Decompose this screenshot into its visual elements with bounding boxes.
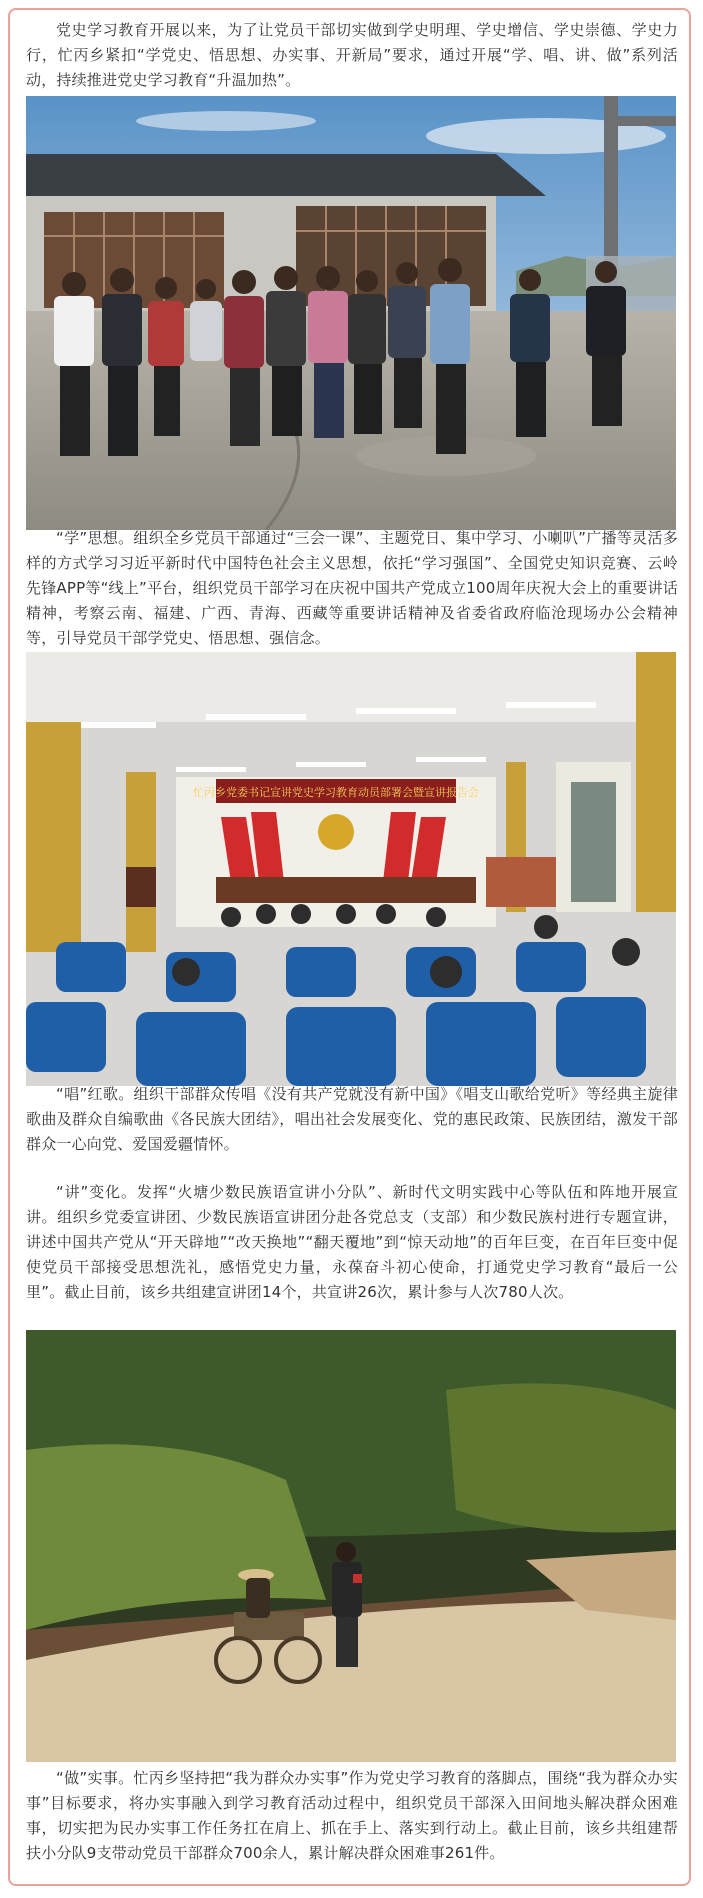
paragraph-do: “做”实事。忙丙乡坚持把“我为群众办实事”作为党史学习教育的落脚点，围绕“我为群众办实事”目标要求，将办实事融入到学习教育活动过程中，组织党员干部深入田间地头解决群众困难事，切实把为民办实事工作任务扛在肩上、抓在手上、落实到行动上。截止目前，该乡共组建帮扶小分队9支带动党员干部群众700余人，累计解决群众困难事261件。 [26,1769,678,1862]
paragraph-intro: 党史学习教育开展以来，为了让党员干部切实做到学史明理、学史增信、学史崇德、学史力行，忙丙乡紧扣“学党史、悟思想、办实事、开新局”要求，通过开展“学、唱、讲、做”系列活动，持续推进党史学习教育“升温加热”。 [26,21,678,89]
paragraph-learn: “学”思想。组织全乡党员干部通过“三会一课”、主题党日、集中学习、小喇叭”广播等灵活多样的方式学习习近平新时代中国特色社会主义思想，依托“学习强国”、全国党史知识竞赛、云岭先锋APP等“线上”平台，组织党员干部学习在庆祝中国共产党成立100周年庆祝大会上的重要讲话精神，考察云南、福建、广西、青海、西藏等重要讲话精神及省委省政府临沧现场办公会精神等，引导党员干部学党史、悟思想、强信念。 [26,529,678,647]
road-repair-photo [26,1330,676,1762]
stage-banner-text: 忙丙乡党委书记宣讲党史学习教育动员部署会暨宣讲报告会 [193,786,479,799]
meeting-hall-photo [26,652,676,1086]
paragraph-sing: “唱”红歌。组织干部群众传唱《没有共产党就没有新中国》《唱支山歌给党听》等经典主旋律歌曲及群众自编歌曲《各民族大团结》，唱出社会发展变化、党的惠民政策、民族团结，激发干部群众一心向党、爱国爱疆情怀。 [26,1085,678,1153]
paragraph-speak: “讲”变化。发挥“火塘少数民族语宣讲小分队”、新时代文明实践中心等队伍和阵地开展宣讲。组织乡党委宣讲团、少数民族语宣讲团分赴各党总支（支部）和少数民族村进行专题宣讲，讲述中国共产党从“开天辟地”“改天换地”“翻天覆地”到“惊天动地”的百年巨变，在百年巨变中促使党员干部接受思想洗礼，感悟党史力量，永葆奋斗初心使命，打通党史学习教育“最后一公里”。截止目前，该乡共组建宣讲团14个，共宣讲26次，累计参与人次780人次。 [26,1183,678,1301]
group-outdoor-photo [26,96,676,530]
